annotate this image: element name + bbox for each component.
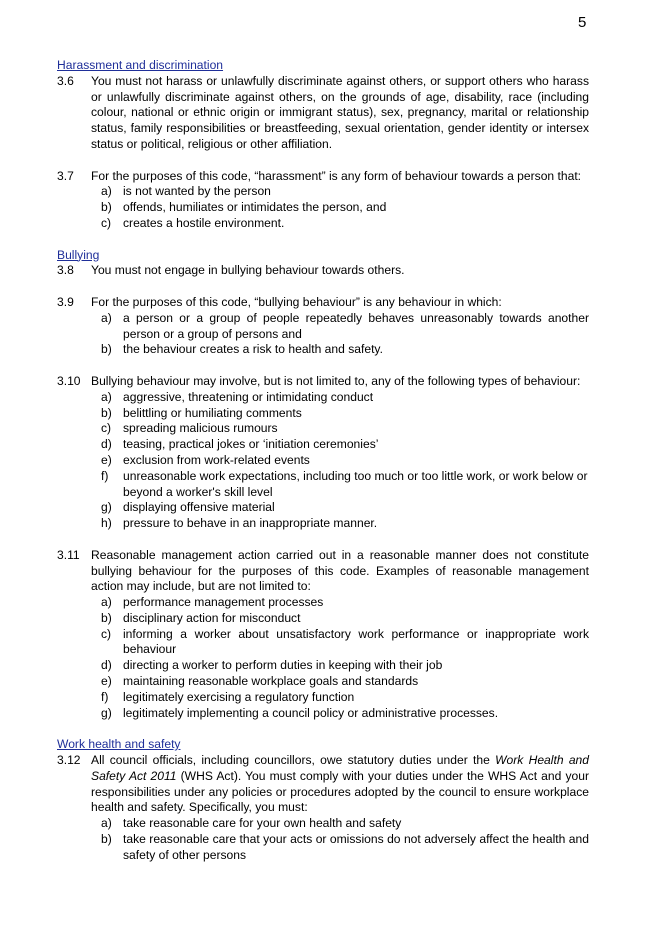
list-item <box>101 674 589 690</box>
clause-number: 3.6 <box>57 73 74 88</box>
list-text: creates a hostile environment. <box>123 215 285 230</box>
list-letter: e) <box>101 452 112 467</box>
clause-3-6 <box>57 74 589 153</box>
list-letter: g) <box>101 705 112 720</box>
clause-number: 3.10 <box>57 373 81 388</box>
act-title: Work Health and Safety Act 2011 <box>91 753 589 783</box>
list-letter: g) <box>101 500 112 515</box>
list-item <box>101 658 589 674</box>
list-text: unreasonable work expectations, including too much or too little work, or work below or beyond a worker's skill level <box>123 468 588 499</box>
list-item <box>101 453 589 469</box>
list-letter: d) <box>101 437 112 452</box>
list-text: teasing, practical jokes or ‘initiation ceremonies’ <box>123 437 379 452</box>
list-letter: a) <box>101 816 112 831</box>
list-text: offends, humiliates or intimidates the person, and <box>123 200 387 215</box>
list-text: take reasonable care for your own health and safety <box>123 816 402 831</box>
list-text: legitimately implementing a council policy or administrative processes. <box>123 705 499 720</box>
list-item <box>101 200 589 216</box>
list-letter: b) <box>101 832 112 847</box>
list-text: pressure to behave in an inappropriate manner. <box>123 516 378 531</box>
clause-3-9-list <box>57 311 589 358</box>
clause-text-after: (WHS Act). You must comply with your duties under the WHS Act and your responsibilities under any policies or procedures adopted by the council to ensure workplace health and safety. Specifically, you must: <box>91 768 589 815</box>
list-letter: a) <box>101 184 112 199</box>
clause-3-10-list <box>57 390 589 532</box>
clause-number: 3.7 <box>57 168 74 183</box>
clause-number: 3.9 <box>57 294 74 309</box>
list-item <box>101 437 589 453</box>
list-item <box>101 184 589 200</box>
clause-number: 3.12 <box>57 753 81 768</box>
list-item <box>101 216 589 232</box>
clause-text: You must not engage in bullying behaviour towards others. <box>91 263 405 278</box>
list-letter: b) <box>101 610 112 625</box>
list-letter: a) <box>101 389 112 404</box>
clause-text: You must not harass or unlawfully discriminate against others, or support others who harass or unlawfully discriminate against others, on the grounds of age, disability, race (including colour, national or ethnic origin or immigrant status), sex, pregnancy, marital or relationship status, family responsibilities or breastfeeding, sexual orientation, gender identity or intersex status or political, religious or other affiliation. <box>91 73 589 151</box>
list-item <box>101 516 589 532</box>
clause-text: Reasonable management action carried out in a reasonable manner does not constitute bullying behaviour for the purposes of this code. Examples of reasonable management action may include, but are not limited to: <box>91 547 589 594</box>
list-item <box>101 627 589 659</box>
clause-3-7 <box>57 169 589 185</box>
list-letter: d) <box>101 658 112 673</box>
list-item <box>101 406 589 422</box>
list-item <box>101 690 589 706</box>
section-heading-work-health-safety: Work health and safety <box>57 737 181 752</box>
clause-3-11-list <box>57 595 589 721</box>
list-letter: b) <box>101 200 112 215</box>
page-number: 5 <box>578 14 587 31</box>
list-letter: c) <box>101 626 112 641</box>
list-item <box>101 706 589 722</box>
list-item <box>101 816 589 832</box>
list-letter: b) <box>101 405 112 420</box>
list-text: maintaining reasonable workplace goals and standards <box>123 674 419 689</box>
list-text: the behaviour creates a risk to health and safety. <box>123 342 383 357</box>
list-item <box>101 595 589 611</box>
clause-3-7-list <box>57 184 589 231</box>
list-item <box>101 469 589 501</box>
list-text: is not wanted by the person <box>123 184 271 199</box>
list-item <box>101 832 589 864</box>
list-text: exclusion from work-related events <box>123 452 310 467</box>
list-letter: a) <box>101 310 112 325</box>
document-body <box>57 58 589 864</box>
list-text: informing a worker about unsatisfactory work performance or inappropriate work behaviour <box>123 626 589 657</box>
clause-text: Bullying behaviour may involve, but is not limited to, any of the following types of behaviour: <box>91 373 581 388</box>
section-heading-harassment: Harassment and discrimination <box>57 58 224 72</box>
clause-3-12-list <box>57 816 589 863</box>
section-heading-bullying: Bullying <box>57 247 100 262</box>
list-letter: h) <box>101 516 112 531</box>
list-letter: b) <box>101 342 112 357</box>
list-text: displaying offensive material <box>123 500 275 515</box>
list-letter: f) <box>101 468 109 483</box>
list-item <box>101 611 589 627</box>
clause-3-11 <box>57 548 589 595</box>
list-text: belittling or humiliating comments <box>123 405 302 420</box>
list-text: legitimately exercising a regulatory function <box>123 689 355 704</box>
list-text: performance management processes <box>123 595 324 610</box>
clause-3-8 <box>57 263 589 279</box>
clause-number: 3.11 <box>57 547 80 562</box>
clause-3-10 <box>57 374 589 390</box>
list-text: take reasonable care that your acts or omissions do not adversely affect the health and safety of other persons <box>123 832 589 862</box>
list-letter: f) <box>101 689 109 704</box>
list-item <box>101 500 589 516</box>
clause-text-before: All council officials, including councillors, owe statutory duties under the <box>91 753 496 768</box>
list-text: aggressive, threatening or intimidating conduct <box>123 389 374 404</box>
list-letter: e) <box>101 674 112 689</box>
clause-text: For the purposes of this code, “harassment” is any form of behaviour towards a person that: <box>91 168 582 183</box>
clause-number: 3.8 <box>57 263 74 278</box>
clause-3-9 <box>57 295 589 311</box>
list-letter: c) <box>101 215 112 230</box>
list-text: directing a worker to perform duties in keeping with their job <box>123 658 443 673</box>
list-item <box>101 390 589 406</box>
list-text: disciplinary action for misconduct <box>123 610 301 625</box>
list-letter: a) <box>101 595 112 610</box>
list-text: spreading malicious rumours <box>123 421 278 436</box>
list-letter: c) <box>101 421 112 436</box>
list-item <box>101 311 589 343</box>
clause-3-12 <box>57 753 589 816</box>
clause-text: For the purposes of this code, “bullying behaviour” is any behaviour in which: <box>91 294 502 309</box>
list-item <box>101 421 589 437</box>
list-item <box>101 342 589 358</box>
list-text: a person or a group of people repeatedly behaves unreasonably towards another person or a group of persons and <box>123 310 589 341</box>
